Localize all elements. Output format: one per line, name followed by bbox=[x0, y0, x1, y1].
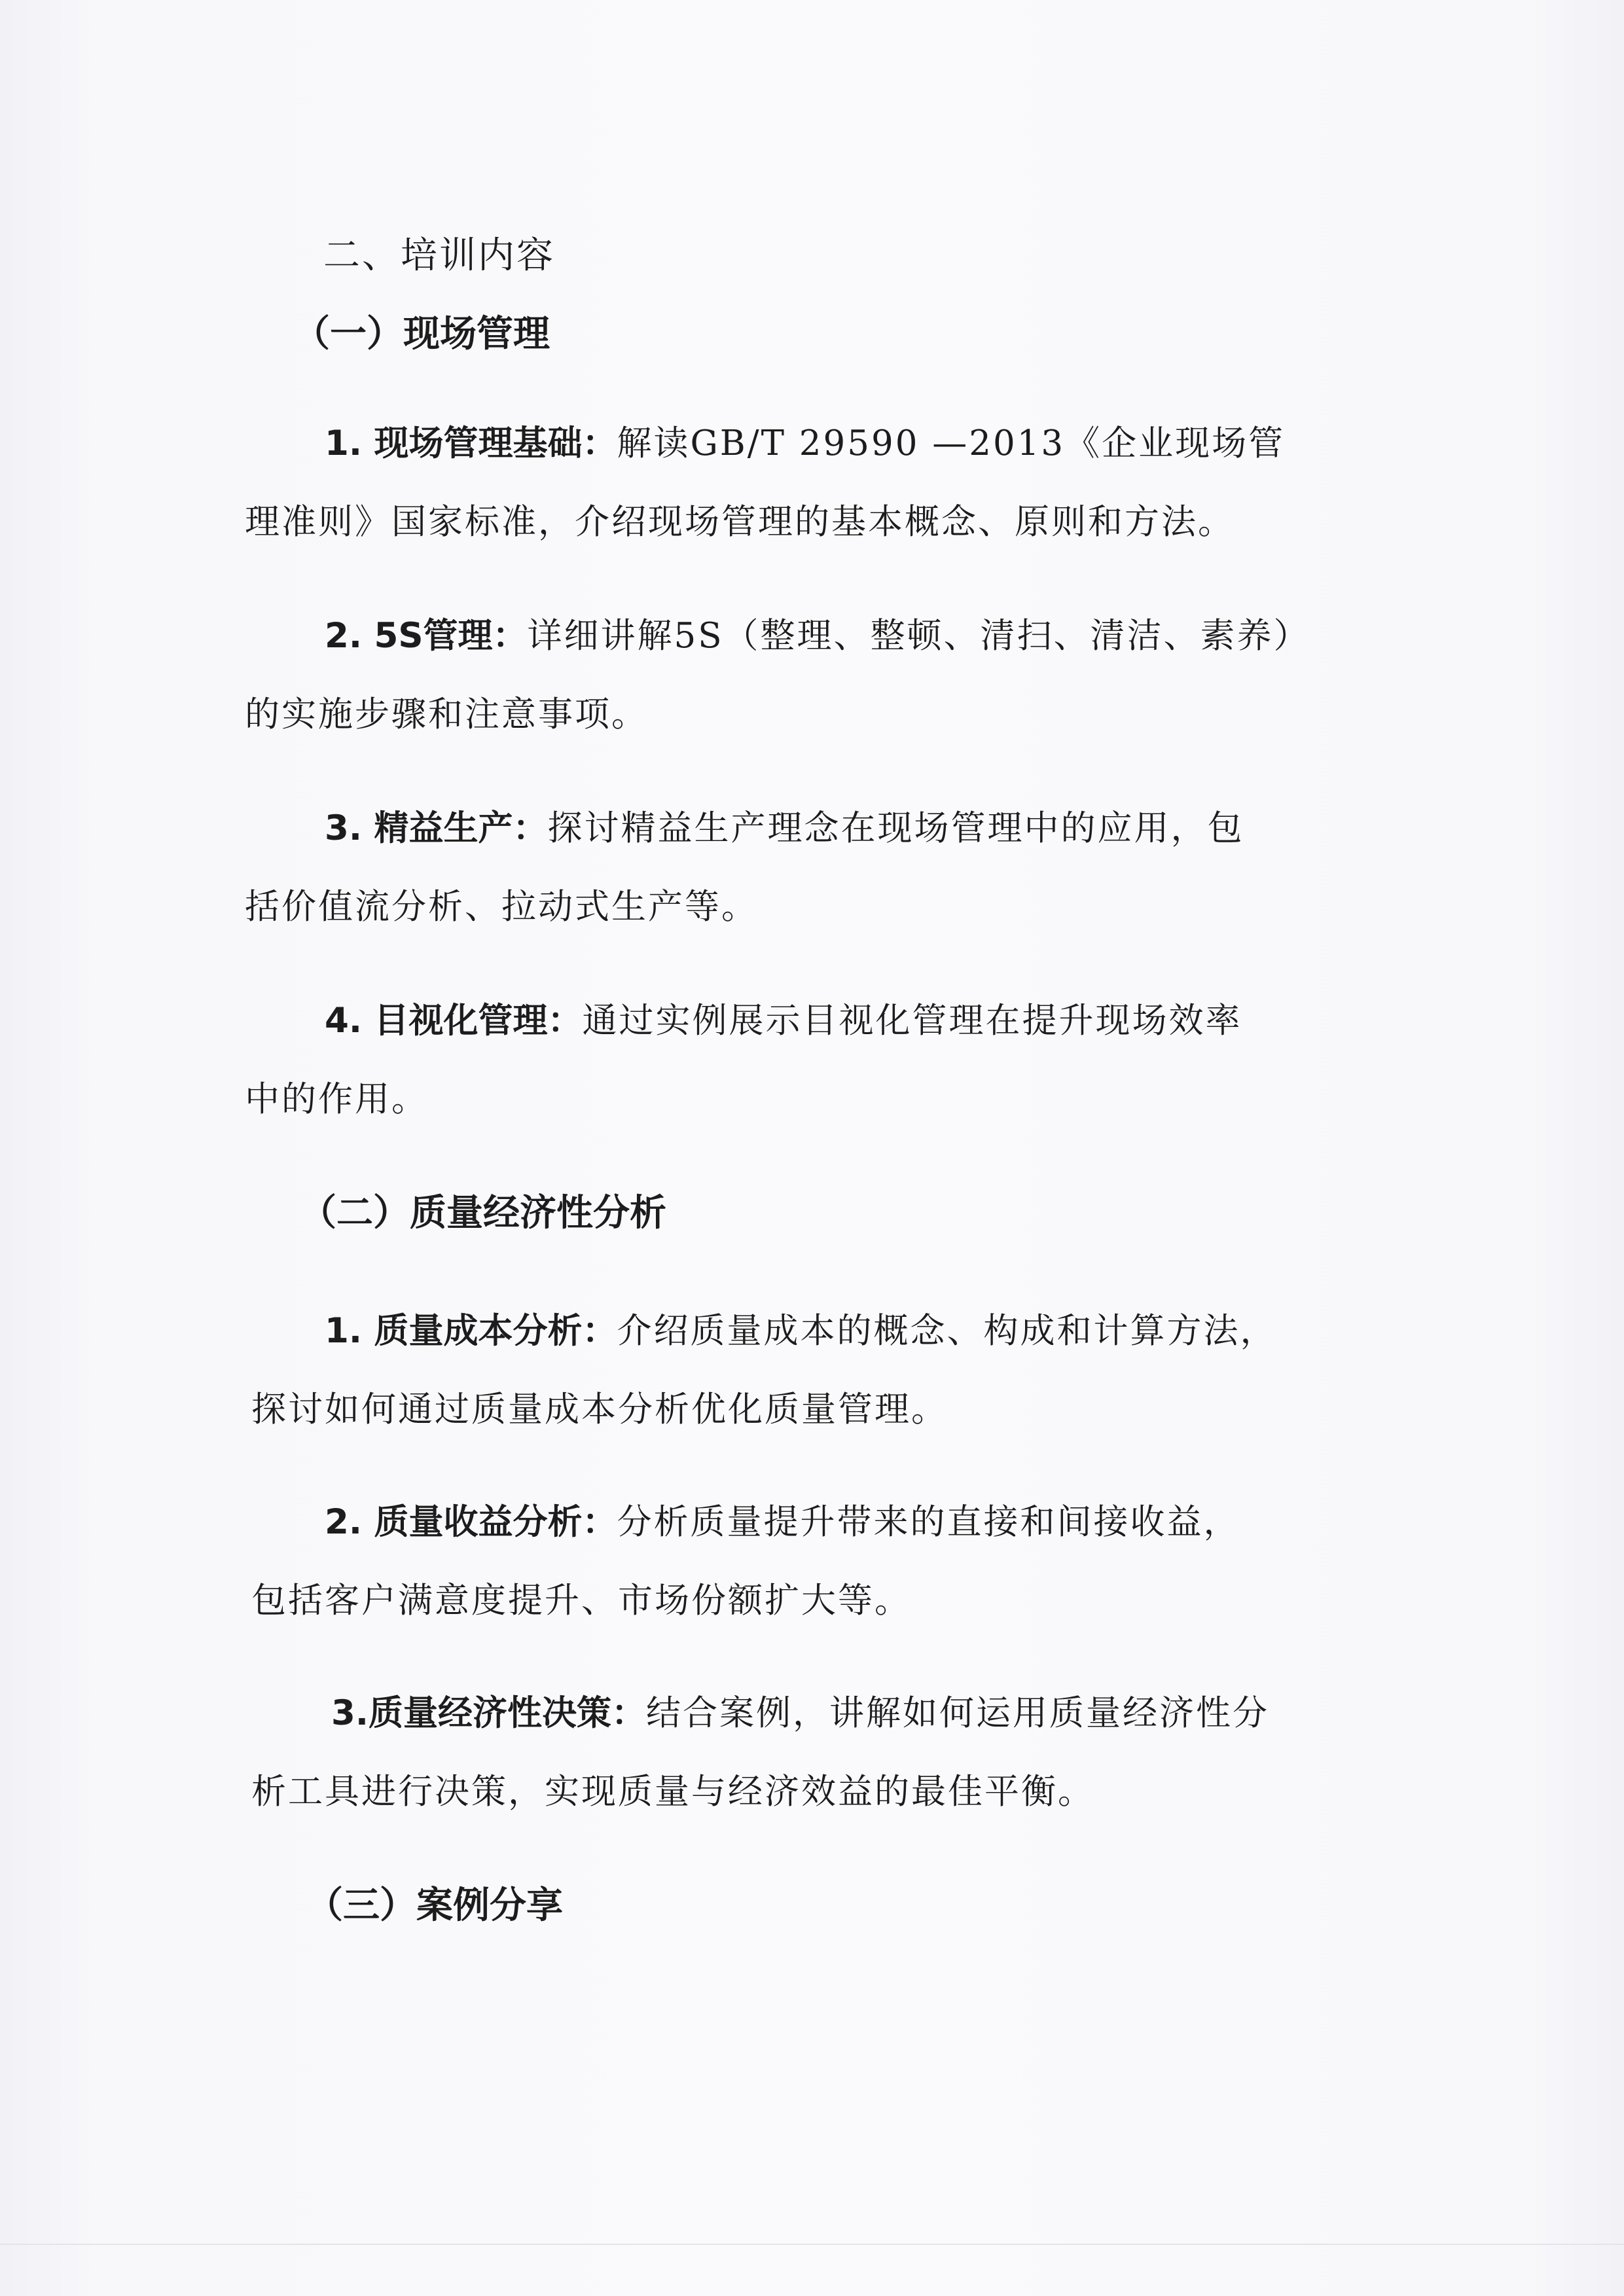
paragraph-2-3-line-2 bbox=[251, 1768, 1624, 1816]
item-text: 详细讲解5S（整理、整顿、清扫、清洁、素养） bbox=[527, 616, 1310, 656]
item-text: 介绍质量成本的概念、构成和计算方法， bbox=[617, 1311, 1277, 1351]
item-text: 结合案例，讲解如何运用质量经济性分 bbox=[646, 1693, 1270, 1733]
paragraph-1-3-line-2 bbox=[245, 884, 1624, 931]
paragraph-1-3-line-1 bbox=[325, 805, 1624, 852]
item-text: 包括客户满意度提升、市场份额扩大等。 bbox=[251, 1581, 911, 1621]
paragraph-2-1-line-2 bbox=[251, 1386, 1624, 1433]
item-text: 中的作用。 bbox=[245, 1079, 428, 1119]
item-label: 1. 现场管理基础： bbox=[325, 423, 617, 463]
item-label: 2. 质量收益分析： bbox=[325, 1502, 617, 1542]
item-text: 通过实例展示目视化管理在提升现场效率 bbox=[582, 1001, 1242, 1041]
item-label: 4. 目视化管理： bbox=[325, 1001, 583, 1041]
item-text: 析工具进行决策，实现质量与经济效益的最佳平衡。 bbox=[251, 1772, 1094, 1812]
item-label: 2. 5S管理： bbox=[325, 616, 528, 656]
item-text: 分析质量提升带来的直接和间接收益， bbox=[617, 1502, 1240, 1542]
paragraph-1-1-line-1 bbox=[325, 420, 1624, 467]
paragraph-2-3-line-1 bbox=[331, 1690, 1624, 1737]
item-label: 1. 质量成本分析： bbox=[325, 1311, 617, 1351]
subsection-title-2: （二）质量经济性分析 bbox=[300, 1192, 666, 1234]
item-text: 的实施步骤和注意事项。 bbox=[245, 694, 648, 734]
paragraph-1-2-line-1 bbox=[325, 613, 1624, 660]
section-title: 二、培训内容 bbox=[323, 234, 555, 277]
paragraph-1-1-line-2 bbox=[245, 499, 1624, 546]
subsection-title-3: （三）案例分享 bbox=[306, 1884, 563, 1927]
item-text: 理准则》国家标准，介绍现场管理的基本概念、原则和方法。 bbox=[245, 502, 1235, 542]
paragraph-1-4-line-1 bbox=[325, 997, 1624, 1045]
item-text: 括价值流分析、拉动式生产等。 bbox=[245, 887, 758, 927]
paragraph-1-2-line-2 bbox=[245, 691, 1624, 738]
item-text: 解读GB/T 29590 —2013《企业现场管 bbox=[617, 423, 1286, 463]
item-text: 探讨精益生产理念在现场管理中的应用，包 bbox=[547, 808, 1244, 848]
paragraph-2-2-line-1 bbox=[325, 1499, 1624, 1546]
subsection-title-1: （一）现场管理 bbox=[293, 313, 550, 355]
paragraph-2-1-line-1 bbox=[325, 1308, 1624, 1355]
paragraph-1-4-line-2 bbox=[245, 1076, 1624, 1123]
item-label: 3.质量经济性决策： bbox=[331, 1693, 647, 1733]
item-text: 探讨如何通过质量成本分析优化质量管理。 bbox=[251, 1390, 948, 1429]
paragraph-2-2-line-2 bbox=[251, 1577, 1624, 1624]
scan-edge-line bbox=[0, 2244, 1624, 2245]
item-label: 3. 精益生产： bbox=[325, 808, 548, 848]
